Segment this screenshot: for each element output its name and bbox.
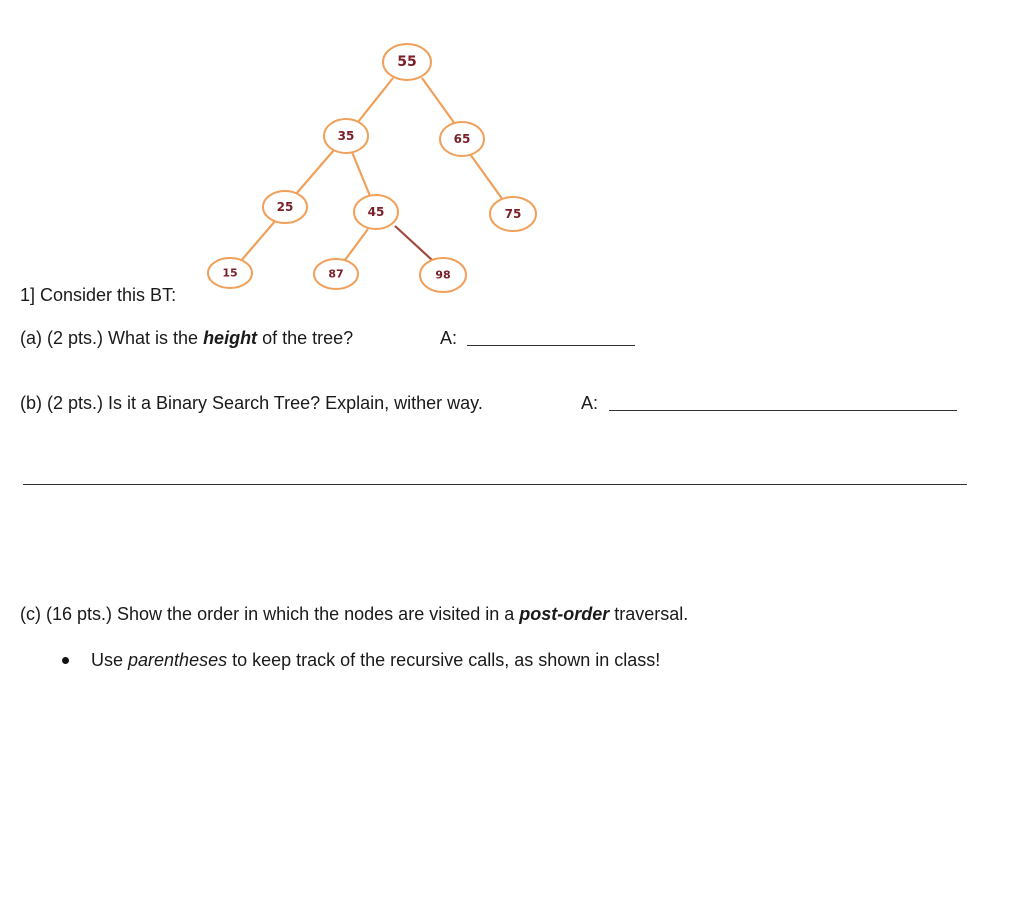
tree-node [490, 197, 536, 231]
tree-edge [352, 152, 370, 196]
part-b-question: (b) (2 pts.) Is it a Binary Search Tree? Explain, wither way. [20, 393, 483, 413]
node-label: 45 [367, 205, 385, 219]
node-label: 87 [328, 267, 344, 281]
binary-tree-diagram [0, 0, 1024, 300]
tree-node [383, 44, 431, 80]
part-c-prefix: (c) (16 pts.) Show the order in which the nodes are visited in a [20, 604, 520, 624]
part-a-emphasis: height [203, 328, 258, 348]
part-c-suffix: traversal. [609, 604, 689, 624]
tree-node [208, 258, 252, 288]
node-label: 55 [397, 54, 417, 70]
tree-node [440, 122, 484, 156]
tree-node [314, 259, 358, 289]
bullet-suffix: to keep track of the recursive calls, as shown in class! [227, 650, 661, 670]
part-b-answer-field[interactable] [609, 410, 957, 411]
bullet-prefix: Use [91, 650, 129, 670]
question-prompt: 1] Consider this BT: [20, 285, 177, 305]
tree-edge [345, 229, 368, 260]
part-c-emphasis: post-order [519, 604, 610, 624]
node-label: 35 [337, 129, 355, 143]
tree-node [354, 195, 398, 229]
part-c-question [20, 603, 688, 625]
tree-edge [296, 150, 334, 194]
tree-node [263, 191, 307, 223]
tree-node [324, 119, 368, 153]
part-a-answer-label: A: [440, 328, 458, 348]
node-label: 25 [276, 200, 294, 214]
node-label: 65 [453, 132, 471, 146]
node-label: 98 [435, 268, 451, 282]
node-label: 75 [504, 207, 522, 221]
tree-edge [395, 226, 432, 260]
part-c-bullet-item [91, 649, 660, 671]
tree-edge [470, 154, 503, 200]
part-a-answer-field[interactable] [467, 345, 635, 346]
part-a-suffix: of the tree? [257, 328, 354, 348]
bullet-emphasis: parentheses [128, 650, 228, 670]
tree-node [420, 258, 466, 292]
part-b-answer-field-continued[interactable] [23, 484, 967, 485]
tree-edge [422, 78, 455, 124]
tree-edge [240, 220, 276, 262]
tree-edge [358, 78, 393, 122]
part-a-question [20, 327, 353, 349]
bullet-marker [62, 657, 69, 664]
node-label: 15 [222, 266, 238, 280]
part-b-answer-label: A: [581, 393, 599, 413]
part-a-prefix: (a) (2 pts.) What is the [20, 328, 204, 348]
